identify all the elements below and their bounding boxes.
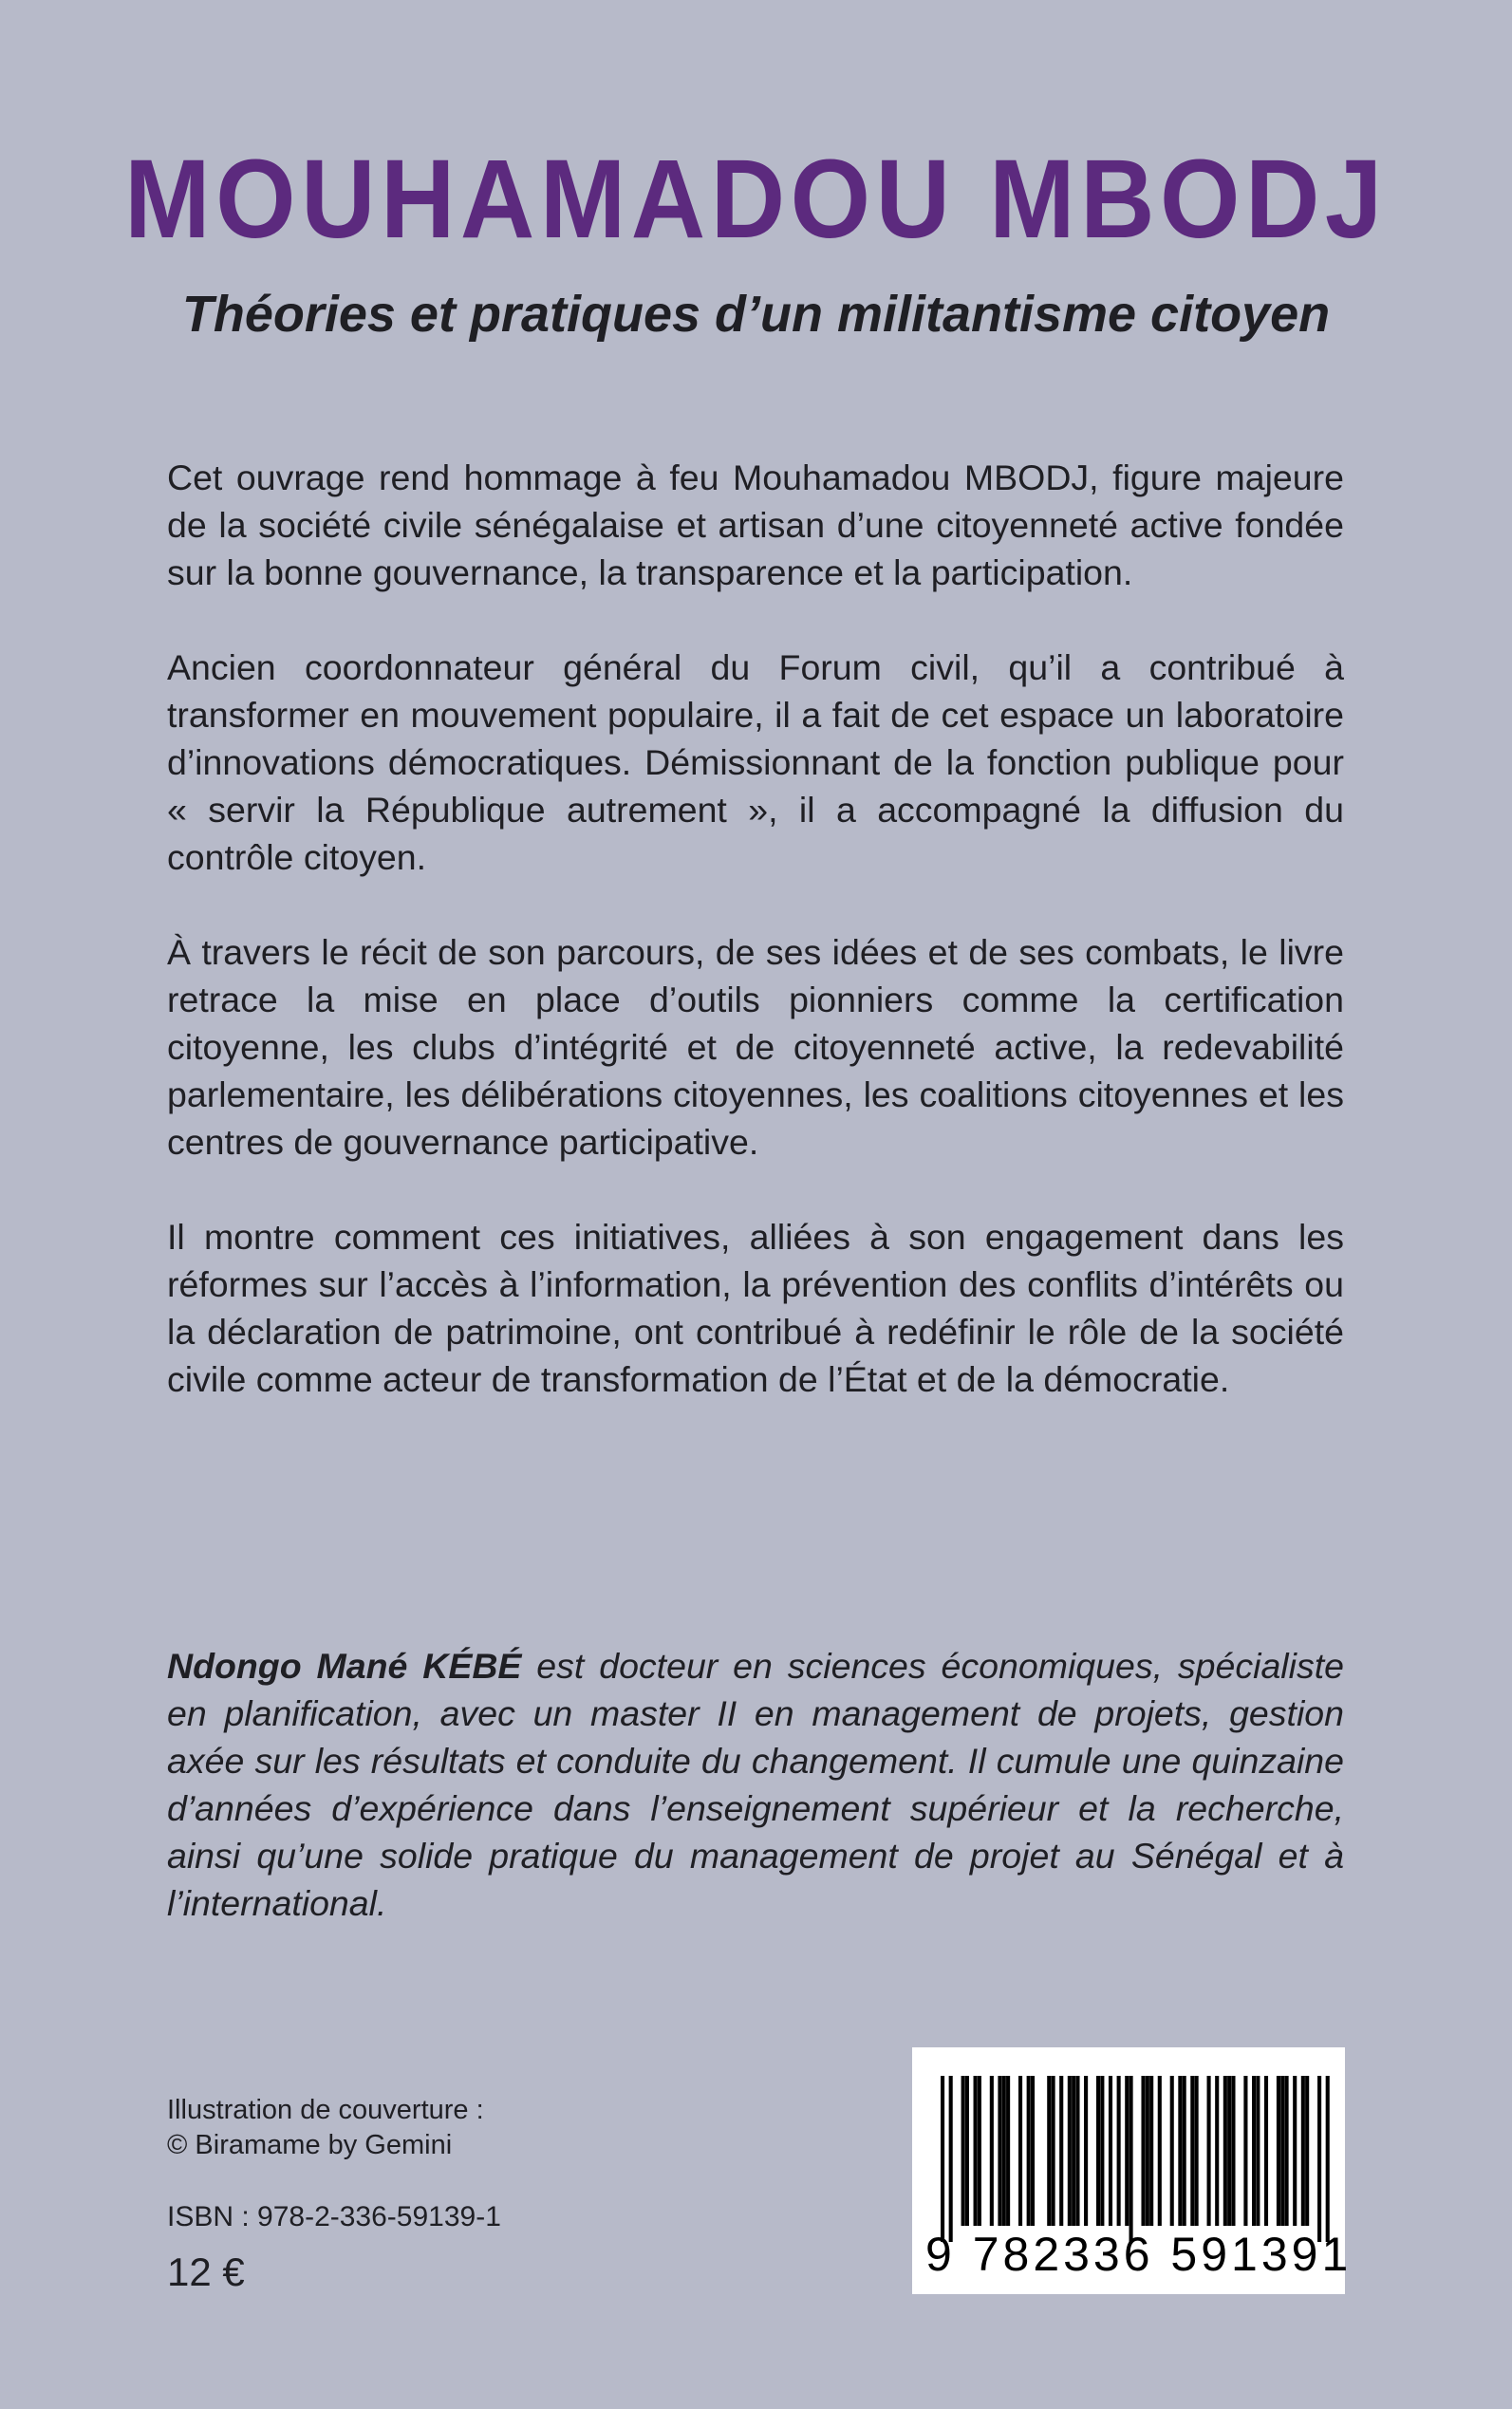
summary-paragraph-2: Ancien coordonnateur général du Forum civil, qu’il a contribué à transformer en mouvement populaire, il a fait de cet espace un laboratoire d’innovations démocratiques. Démissionnant de la fonction publique pour « servir la République autrement », il a accompagné la diffusion du contrôle citoyen. (167, 647, 1344, 877)
barcode-bar (1227, 2076, 1231, 2226)
barcode-digits: 9 782336 591391 (925, 2228, 1353, 2281)
book-subtitle: Théories et pratiques d’un militantisme citoyen (181, 286, 1331, 343)
barcode-bar (1059, 2076, 1063, 2226)
price-label: 12 € (167, 2250, 245, 2294)
barcode-bar (1183, 2076, 1186, 2226)
barcode-bar (1305, 2076, 1309, 2226)
barcode-bar (1195, 2076, 1199, 2226)
barcode-bar (1006, 2076, 1010, 2226)
book-title: MOUHAMADOU MBODJ (124, 137, 1388, 262)
credits-source: © Biramame by Gemini (167, 2130, 453, 2160)
barcode-bar (1170, 2076, 1174, 2226)
barcode-bar (1231, 2076, 1235, 2226)
barcode-bar (1068, 2076, 1072, 2226)
barcode-bar (1285, 2076, 1289, 2226)
barcode-bar (1125, 2076, 1129, 2226)
barcode-bar (1317, 2076, 1321, 2242)
barcode-bar (1301, 2076, 1305, 2226)
barcode-bar (1293, 2076, 1297, 2226)
author-bio (167, 1642, 1344, 1927)
barcode-bar (1264, 2076, 1268, 2226)
barcode-bar (1149, 2076, 1153, 2226)
barcode-bar (998, 2076, 1001, 2226)
barcode-bar (1141, 2076, 1145, 2226)
barcode-bar (1280, 2076, 1284, 2226)
summary-paragraph-3: À travers le récit de son parcours, de ses idées et de ses combats, le livre retrace la mise en place d’outils pionniers comme la certification citoyenne, les clubs d’intégrité et de citoyenneté active, la redevabilité parlementaire, les délibérations citoyennes, les coalitions citoyennes et les centres de gouvernance participative. (167, 932, 1344, 1162)
barcode-bar (1052, 2076, 1055, 2226)
summary-paragraph-1: Cet ouvrage rend hommage à feu Mouhamadou MBODJ, figure majeure de la société civile sénégalaise et artisan d’une citoyenneté active fondée sur la bonne gouvernance, la transparence et la participation. (167, 458, 1344, 592)
barcode-bar (1215, 2076, 1219, 2226)
barcode-bar (1075, 2076, 1079, 2226)
barcode-bar (1326, 2076, 1330, 2242)
barcode-bar (1146, 2076, 1149, 2226)
barcode (912, 2047, 1353, 2294)
summary-paragraph-4: Il montre comment ces initiatives, alliées à son engagement dans les réformes sur l’accès à l’information, la prévention des conflits d’intérêts ou la déclaration de patrimoine, ont contribué à redéfinir le rôle de la société civile comme acteur de transformation de l’État et de la démocratie. (167, 1217, 1344, 1399)
summary-text (167, 454, 1344, 1450)
barcode-bar (961, 2076, 965, 2226)
barcode-bar (1252, 2076, 1256, 2226)
barcode-bar (1178, 2076, 1182, 2226)
barcode-bar (1047, 2076, 1051, 2226)
barcode-bar (949, 2076, 953, 2242)
barcode-bar (1277, 2076, 1280, 2226)
barcode-bar (1002, 2076, 1006, 2226)
barcode-bar (1223, 2076, 1227, 2226)
barcode-bar (1096, 2076, 1100, 2226)
barcode-bar (1031, 2076, 1035, 2226)
barcode-bar (974, 2076, 978, 2226)
barcode-bar (1256, 2076, 1260, 2226)
barcode-bar (1084, 2076, 1088, 2226)
barcode-bar (1190, 2076, 1194, 2226)
barcode-bar (1109, 2076, 1112, 2226)
barcode-bar (1117, 2076, 1121, 2226)
barcode-bar (1027, 2076, 1031, 2226)
barcode-bar (990, 2076, 994, 2226)
barcode-bar (1207, 2076, 1211, 2226)
author-bio-text: est docteur en sciences économiques, spécialiste en planification, avec un master II en management de projets, gestion axée sur les résultats et conduite du changement. Il cumule une quinzaine d’années d’expérience dans l’enseignement supérieur et la recherche, ainsi qu’une solide pratique du management de projet au Sénégal et à l’international. (167, 1646, 1344, 1923)
credits-label: Illustration de couverture : (167, 2095, 484, 2125)
isbn-label: ISBN : 978-2-336-59139-1 (167, 2201, 501, 2232)
barcode-bar (941, 2076, 944, 2242)
author-name: Ndongo Mané KÉBÉ (167, 1646, 522, 1686)
barcode-bar (1018, 2076, 1022, 2226)
barcode-bar (1129, 2076, 1133, 2242)
barcode-bar (1072, 2076, 1075, 2226)
barcode-bar (965, 2076, 969, 2226)
barcode-bar (1158, 2076, 1162, 2226)
cover-credits (167, 2093, 484, 2163)
barcode-bar (1100, 2076, 1104, 2226)
barcode-bar (978, 2076, 981, 2226)
barcode-bar (1243, 2076, 1247, 2226)
